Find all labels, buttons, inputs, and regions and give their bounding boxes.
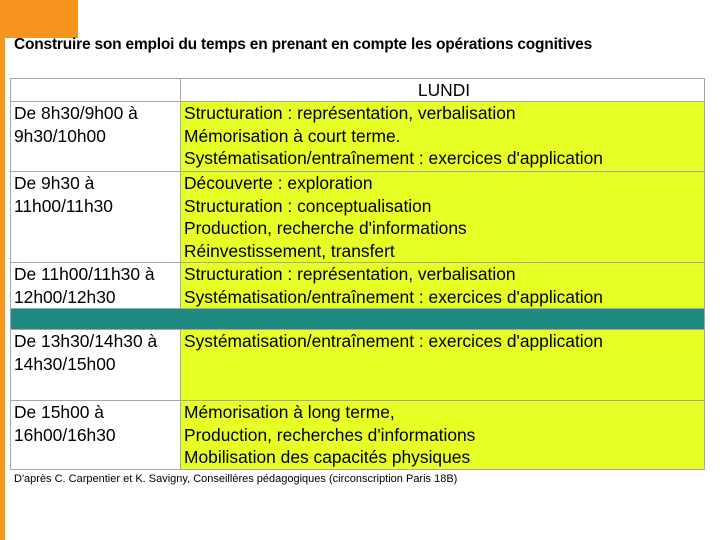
orange-corner-block <box>0 0 78 38</box>
time-line: De 9h30 à <box>14 173 95 194</box>
activity-cell <box>181 401 705 469</box>
time-line: 16h00/16h30 <box>14 424 116 445</box>
table-row <box>11 102 705 172</box>
time-cell <box>11 102 181 172</box>
lunch-break-row <box>11 309 705 330</box>
activity-line: Systématisation/entraînement : exercices d'application <box>184 286 603 307</box>
orange-left-bar <box>0 38 5 540</box>
activity-line: Structuration : conceptualisation <box>184 195 432 216</box>
time-line: De 8h30/9h00 à <box>14 103 138 124</box>
table-row <box>11 401 705 469</box>
activity-line: Systématisation/entraînement : exercices d'application <box>184 148 603 169</box>
source-footnote: D'après C. Carpentier et K. Savigny, Conseillères pédagogiques (circonscription Paris 18B) <box>14 473 458 485</box>
time-line: 11h00/11h30 <box>14 195 113 216</box>
time-line: 9h30/10h00 <box>14 125 106 146</box>
activity-cell <box>181 330 705 401</box>
time-line: De 15h00 à <box>14 402 104 423</box>
activity-cell <box>181 263 705 309</box>
table-row <box>11 263 705 309</box>
time-line: De 13h30/14h30 à <box>14 331 158 352</box>
activity-cell <box>181 172 705 263</box>
schedule-table <box>10 78 705 470</box>
page-title: Construire son emploi du temps en prenant en compte les opérations cognitives <box>14 36 593 53</box>
table-row <box>11 172 705 263</box>
header-blank-cell <box>11 79 181 102</box>
day-header: LUNDI <box>181 79 705 102</box>
time-cell <box>11 172 181 263</box>
activity-line: Production, recherche d'informations <box>184 218 467 239</box>
activity-line: Mémorisation à long terme, <box>184 402 395 423</box>
time-line: 12h00/12h30 <box>14 286 116 307</box>
activity-cell <box>181 102 705 172</box>
activity-line: Mémorisation à court terme. <box>184 125 401 146</box>
activity-line: Structuration : représentation, verbalisation <box>184 103 516 124</box>
header-row <box>11 79 705 102</box>
activity-line: Réinvestissement, transfert <box>184 240 395 261</box>
activity-line: Structuration : représentation, verbalisation <box>184 264 516 285</box>
time-cell <box>11 330 181 401</box>
activity-line: Systématisation/entraînement : exercices d'application <box>184 331 603 352</box>
lunch-break-bar <box>11 309 705 330</box>
table-row <box>11 330 705 401</box>
time-line: 14h30/15h00 <box>14 353 116 374</box>
activity-line: Mobilisation des capacités physiques <box>184 447 471 468</box>
time-cell <box>11 401 181 469</box>
time-line: De 11h00/11h30 à <box>14 264 155 285</box>
activity-line: Production, recherches d'informations <box>184 424 476 445</box>
time-cell <box>11 263 181 309</box>
activity-line: Découverte : exploration <box>184 173 373 194</box>
